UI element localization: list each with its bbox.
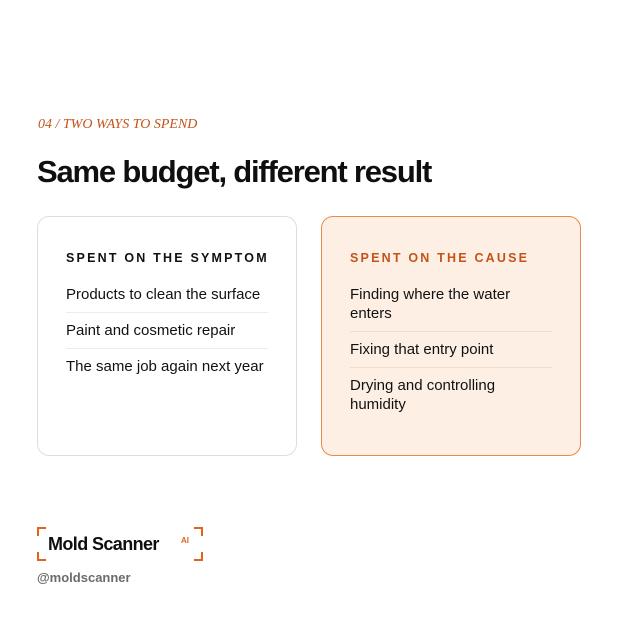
section-eyebrow: 04 / TWO WAYS TO SPEND bbox=[38, 117, 198, 132]
brand-logo bbox=[37, 527, 203, 561]
list-item: The same job again next year bbox=[66, 358, 264, 375]
logo-corner-bracket bbox=[194, 527, 203, 536]
logo-corner-bracket bbox=[37, 527, 46, 536]
cause-card-title: SPENT ON THE CAUSE bbox=[350, 251, 530, 265]
list-item: Drying and controlling humidity bbox=[350, 377, 496, 413]
list-item: Products to clean the surface bbox=[66, 285, 268, 313]
social-handle: @moldscanner bbox=[37, 570, 131, 585]
brand-suffix: AI bbox=[181, 536, 189, 545]
brand-name: Mold Scanner bbox=[48, 534, 159, 554]
symptom-card-title: SPENT ON THE SYMPTOM bbox=[66, 251, 269, 265]
list-item: Fixing that entry point bbox=[350, 340, 552, 368]
logo-corner-bracket bbox=[194, 552, 203, 561]
cause-card bbox=[321, 216, 581, 456]
symptom-card bbox=[37, 216, 297, 456]
list-item: Finding where the water enters bbox=[350, 285, 552, 332]
list-item: Paint and cosmetic repair bbox=[66, 321, 268, 349]
page-title: Same budget, different result bbox=[37, 154, 432, 189]
logo-corner-bracket bbox=[37, 552, 46, 561]
